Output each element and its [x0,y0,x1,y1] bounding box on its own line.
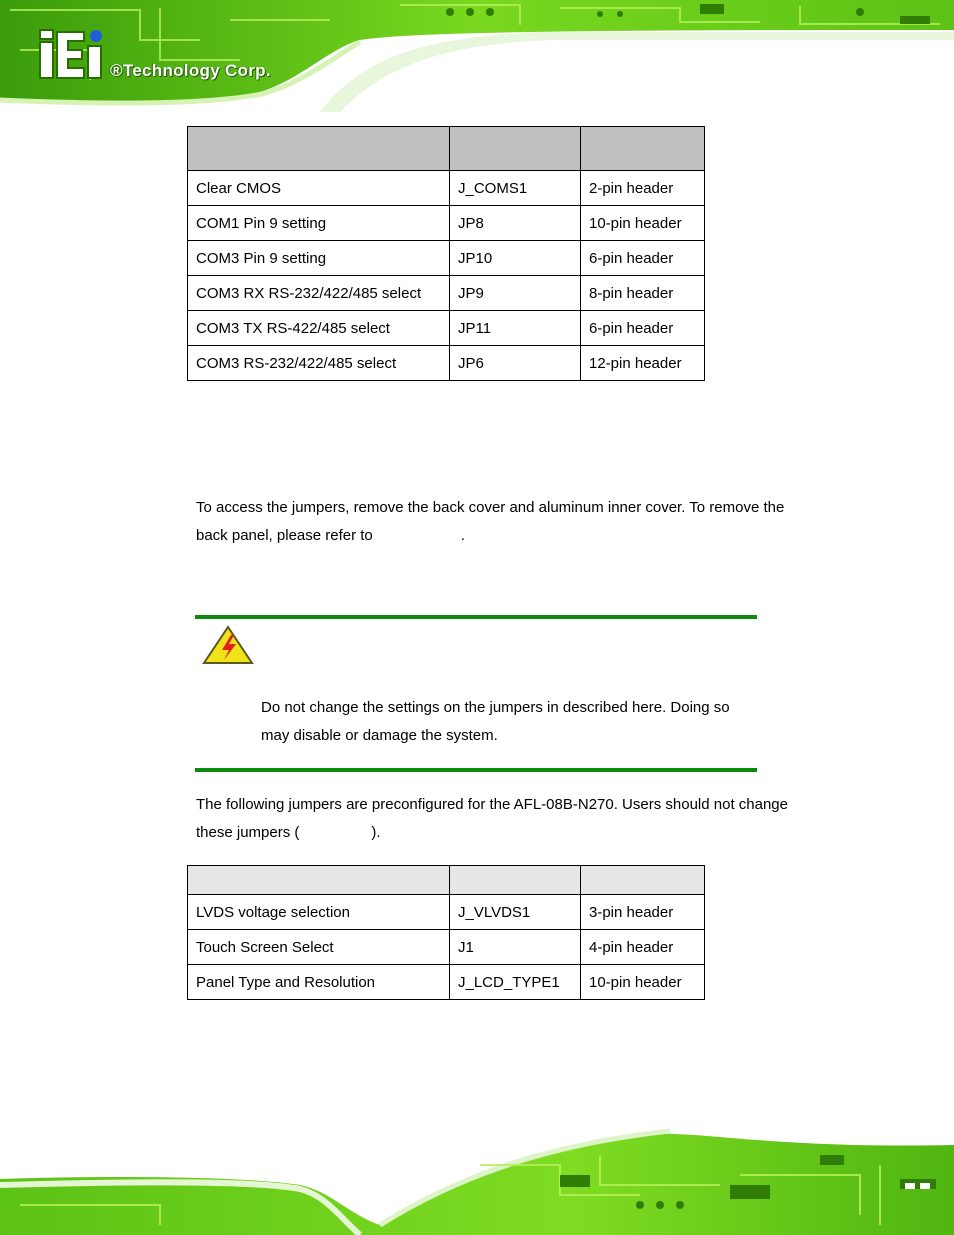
jumper-label: J_LCD_TYPE1 [450,965,581,1000]
table-row [188,276,705,311]
page-footer-banner [0,1125,954,1235]
jumper-label: JP10 [450,241,581,276]
table-row [188,311,705,346]
jumper-table-preconfigured [187,865,705,1000]
jumper-label: J1 [450,930,581,965]
paragraph-line [196,522,784,550]
jumper-type: 4-pin header [581,930,705,965]
jumper-label: J_COMS1 [450,171,581,206]
page-header-banner [0,0,954,112]
jumper-label: JP9 [450,276,581,311]
iei-logo-icon [38,28,108,80]
jumper-description: COM3 Pin 9 setting [188,241,450,276]
preconfigured-jumpers-paragraph [196,791,788,847]
paragraph-text: . [460,527,465,544]
jumper-label: J_VLVDS1 [450,895,581,930]
warning-line: may disable or damage the system. [261,727,498,744]
warning-text [261,694,730,750]
table-header-cell [188,866,450,895]
jumper-table-user-configurable [187,126,705,381]
table-row [188,895,705,930]
jumper-description: COM3 RS-232/422/485 select [188,346,450,381]
jumper-description: COM3 TX RS-422/485 select [188,311,450,346]
paragraph-text: these jumpers ( [196,824,300,841]
table-row [188,930,705,965]
circuit-board-footer-graphic [0,1125,954,1235]
table-row [188,241,705,276]
paragraph-line [196,819,788,847]
paragraph-line: To access the jumpers, remove the back cover and aluminum inner cover. To remove the [196,499,785,516]
jumper-label: JP6 [450,346,581,381]
table-header-cell [188,127,450,171]
jumper-description: Panel Type and Resolution [188,965,450,1000]
jumper-type: 10-pin header [581,965,705,1000]
table-header-cell [581,127,705,171]
table-header-cell [450,127,581,171]
access-jumpers-paragraph [196,494,784,550]
jumper-type: 12-pin header [581,346,705,381]
table-header-row [188,866,705,895]
table-row [188,965,705,1000]
jumper-type: 6-pin header [581,241,705,276]
paragraph-line: The following jumpers are preconfigured for the AFL-08B-N270. Users should not change [196,796,788,813]
warning-triangle-icon [202,625,254,665]
warning-top-divider [195,615,757,619]
jumper-type: 2-pin header [581,171,705,206]
jumper-description: COM3 RX RS-232/422/485 select [188,276,450,311]
jumper-label: JP8 [450,206,581,241]
jumper-description: COM1 Pin 9 setting [188,206,450,241]
warning-line: Do not change the settings on the jumpers in described here. Doing so [261,699,730,716]
jumper-type: 8-pin header [581,276,705,311]
table-header-cell [581,866,705,895]
paragraph-text: back panel, please refer to [196,527,373,544]
table-row [188,171,705,206]
jumper-description: Touch Screen Select [188,930,450,965]
paragraph-text: ). [371,824,381,841]
table-header-row [188,127,705,171]
jumper-type: 10-pin header [581,206,705,241]
company-name: ®Technology Corp. [110,61,271,80]
jumper-description: LVDS voltage selection [188,895,450,930]
jumper-description: Clear CMOS [188,171,450,206]
table-row [188,346,705,381]
jumper-type: 6-pin header [581,311,705,346]
jumper-type: 3-pin header [581,895,705,930]
jumper-label: JP11 [450,311,581,346]
table-header-cell [450,866,581,895]
warning-bottom-divider [195,768,757,772]
table-row [188,206,705,241]
